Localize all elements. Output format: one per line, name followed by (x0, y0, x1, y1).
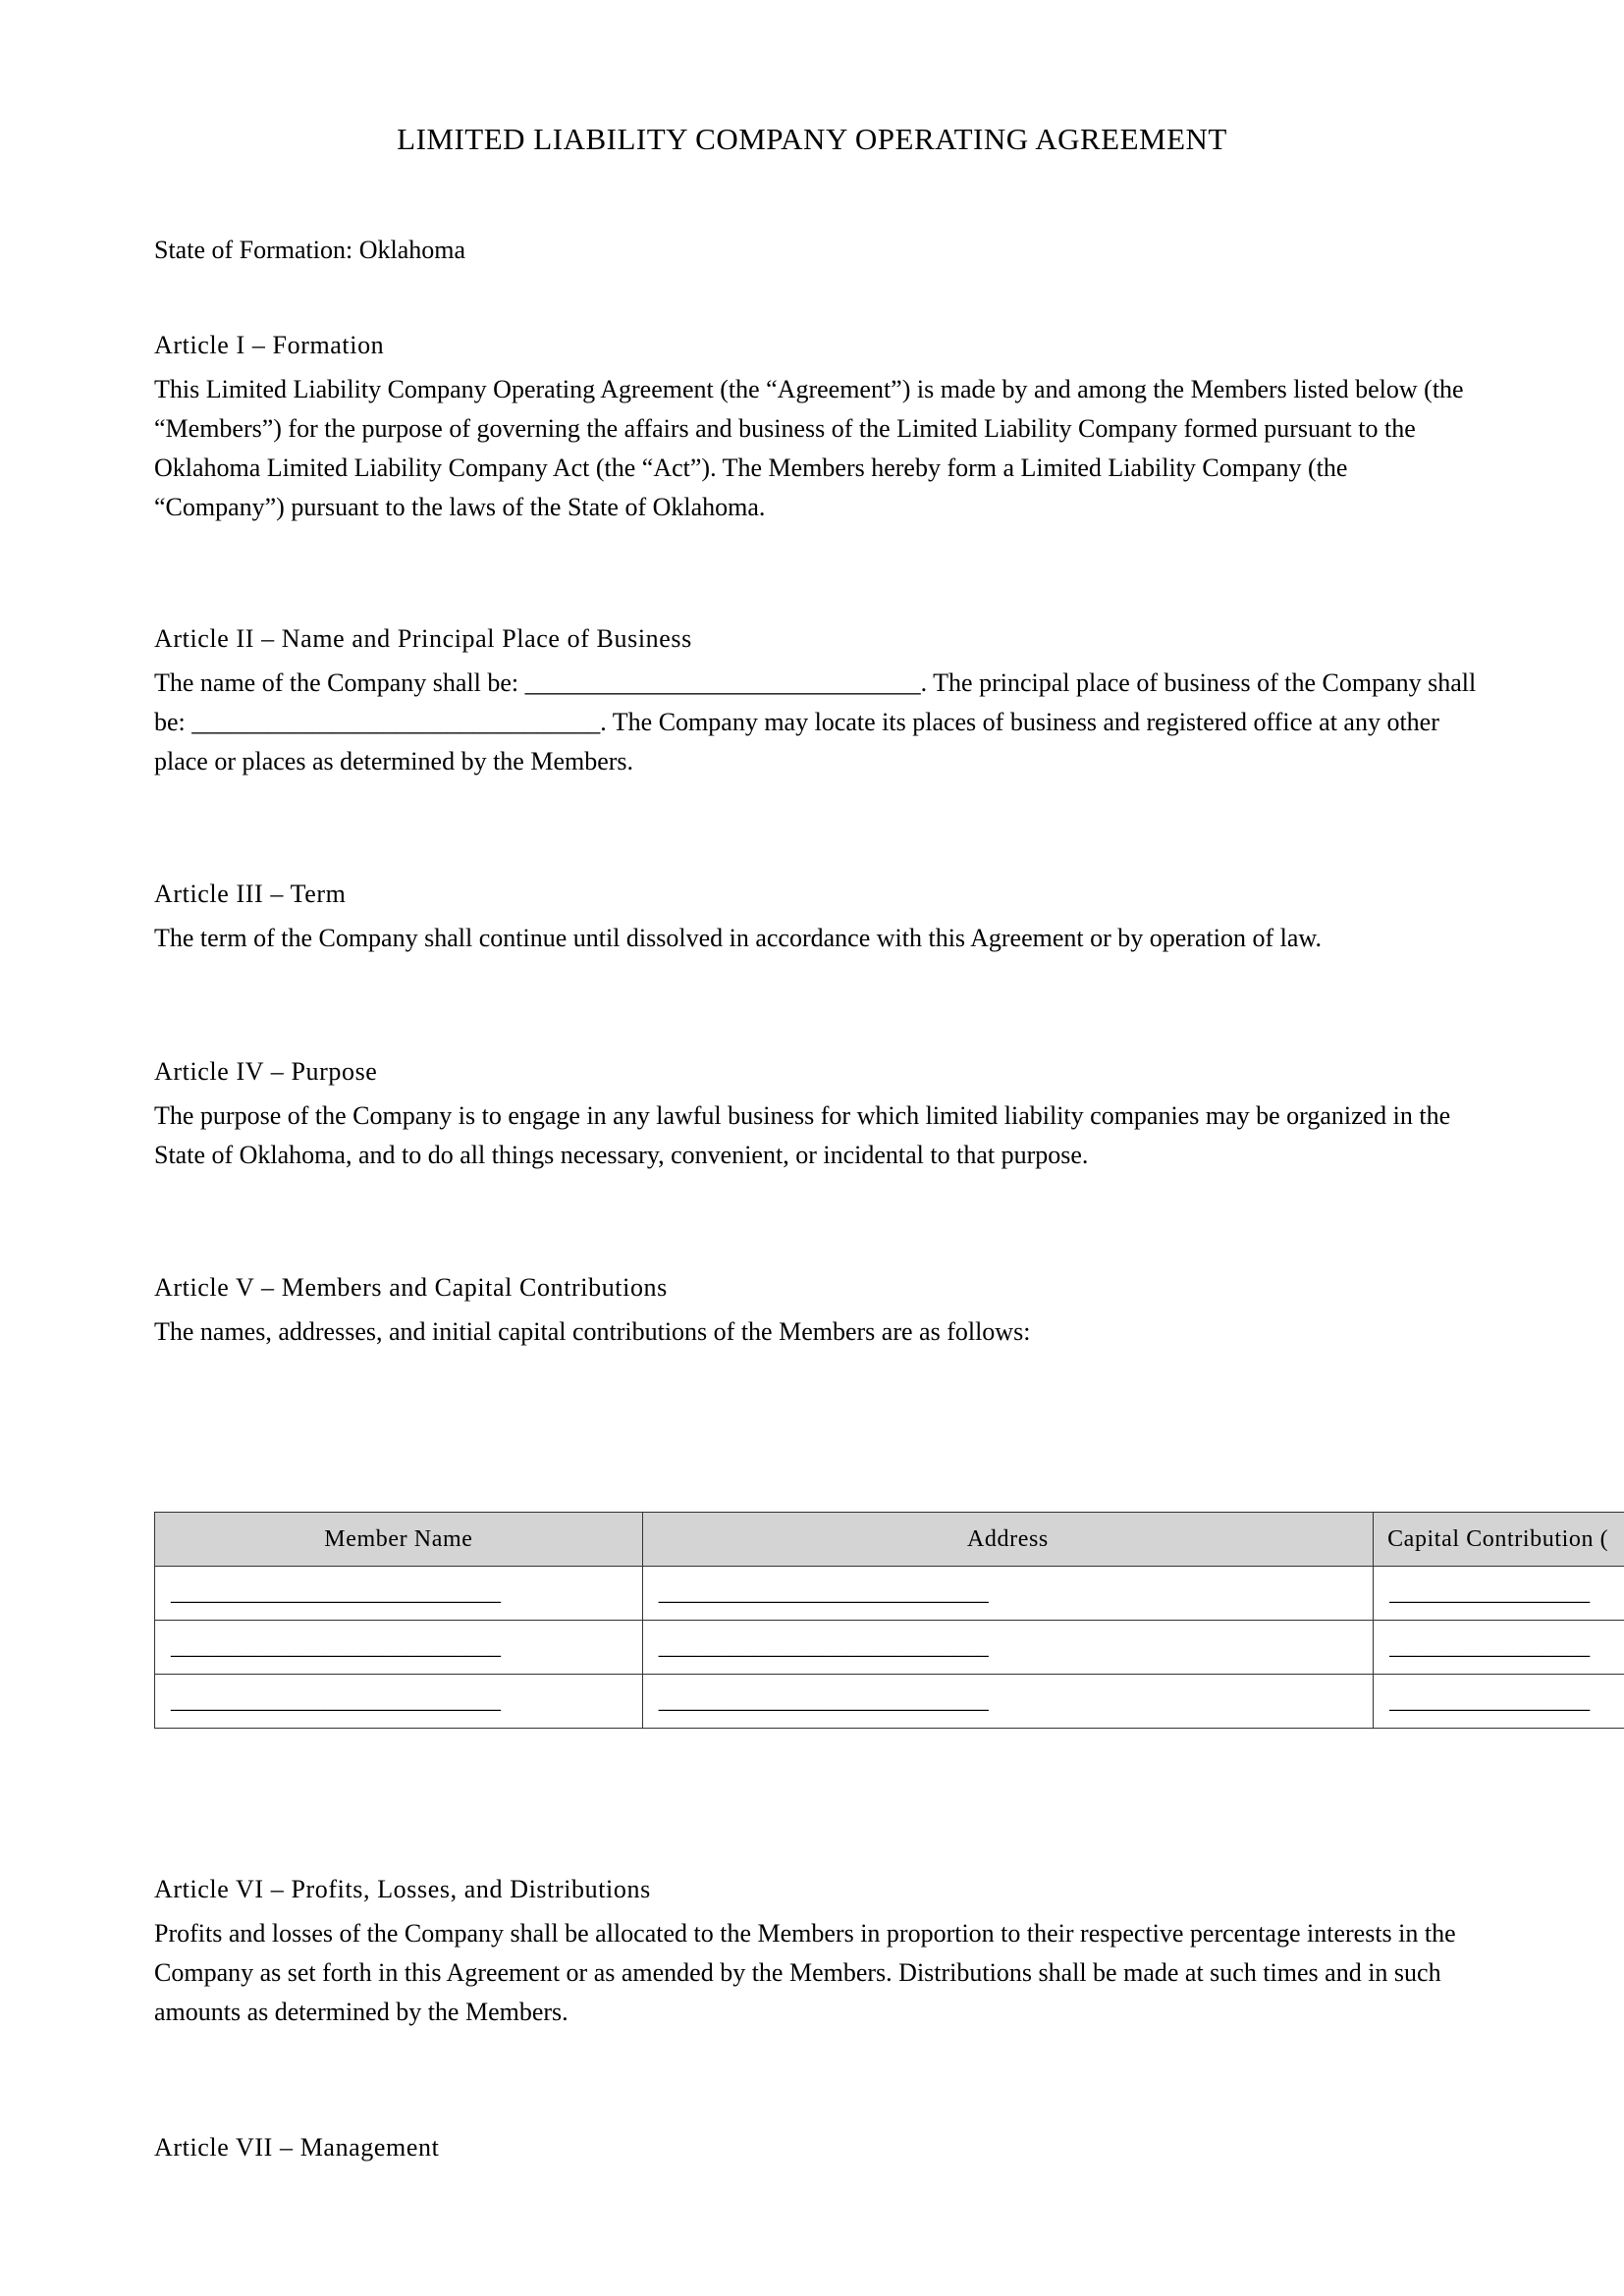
column-header-member-name: Member Name (155, 1513, 643, 1567)
article-body: The term of the Company shall continue until dissolved in accordance with this Agreement or by operation of law. (154, 924, 1322, 952)
column-header-capital-contribution: Capital Contribution ( (1374, 1513, 1624, 1567)
table-row (155, 1675, 1624, 1729)
member-name-cell: ____________________________ (155, 1567, 643, 1621)
state-of-formation: State of Formation: Oklahoma (154, 236, 466, 264)
article-7-management (154, 2133, 1480, 2172)
table-row (155, 1621, 1624, 1675)
article-6-profits (154, 1875, 1480, 2032)
address-cell: ____________________________ (642, 1567, 1373, 1621)
article-2-name-place (154, 624, 1480, 781)
article-body: Profits and losses of the Company shall be allocated to the Members in proportion to their respective percentage interests in the Company as set forth in this Agreement or as amended by the Members. Distributions shall be made at such times and in such amounts as determined by the Members. (154, 1919, 1456, 2026)
member-name-cell: ____________________________ (155, 1675, 643, 1729)
article-body: The purpose of the Company is to engage in any lawful business for which limited liability companies may be organized in the State of Oklahoma, and to do all things necessary, convenient, or incidental to that purpose. (154, 1101, 1451, 1169)
article-heading: Article III – Term (154, 880, 347, 908)
article-body: The name of the Company shall be: _______________________________. The principal place of business of the Company shall be: ________________________________. The Company may locate its places of business and registered office at any other place or places as determined by the Members. (154, 668, 1477, 775)
document-title: LIMITED LIABILITY COMPANY OPERATING AGREEMENT (397, 122, 1227, 156)
member-name-cell: ____________________________ (155, 1621, 643, 1675)
article-5-members (154, 1273, 1480, 1352)
column-header-address: Address (642, 1513, 1373, 1567)
article-heading: Article VII – Management (154, 2133, 440, 2162)
article-body: This Limited Liability Company Operating Agreement (the “Agreement”) is made by and among the Members listed below (the “Members”) for the purpose of governing the affairs and business of the Limited Liability Company formed pursuant to the Oklahoma Limited Liability Company Act (the “Act”). The Members hereby form a Limited Liability Company (the “Company”) pursuant to the laws of the State of Oklahoma. (154, 375, 1464, 521)
article-4-purpose (154, 1057, 1480, 1175)
article-heading: Article V – Members and Capital Contributions (154, 1273, 668, 1302)
article-heading: Article II – Name and Principal Place of Business (154, 624, 692, 653)
article-heading: Article IV – Purpose (154, 1057, 378, 1086)
capital-contribution-cell: _________________ (1374, 1675, 1624, 1729)
article-body: The names, addresses, and initial capital contributions of the Members are as follows: (154, 1317, 1031, 1346)
article-1-formation (154, 331, 1480, 527)
capital-contribution-cell: _________________ (1374, 1567, 1624, 1621)
article-heading: Article VI – Profits, Losses, and Distributions (154, 1875, 651, 1903)
table-row (155, 1567, 1624, 1621)
capital-contribution-cell: _________________ (1374, 1621, 1624, 1675)
address-cell: ____________________________ (642, 1621, 1373, 1675)
article-3-term (154, 880, 1480, 958)
members-table (154, 1512, 1624, 1729)
article-heading: Article I – Formation (154, 331, 385, 359)
table-header-row (155, 1513, 1624, 1567)
address-cell: ____________________________ (642, 1675, 1373, 1729)
